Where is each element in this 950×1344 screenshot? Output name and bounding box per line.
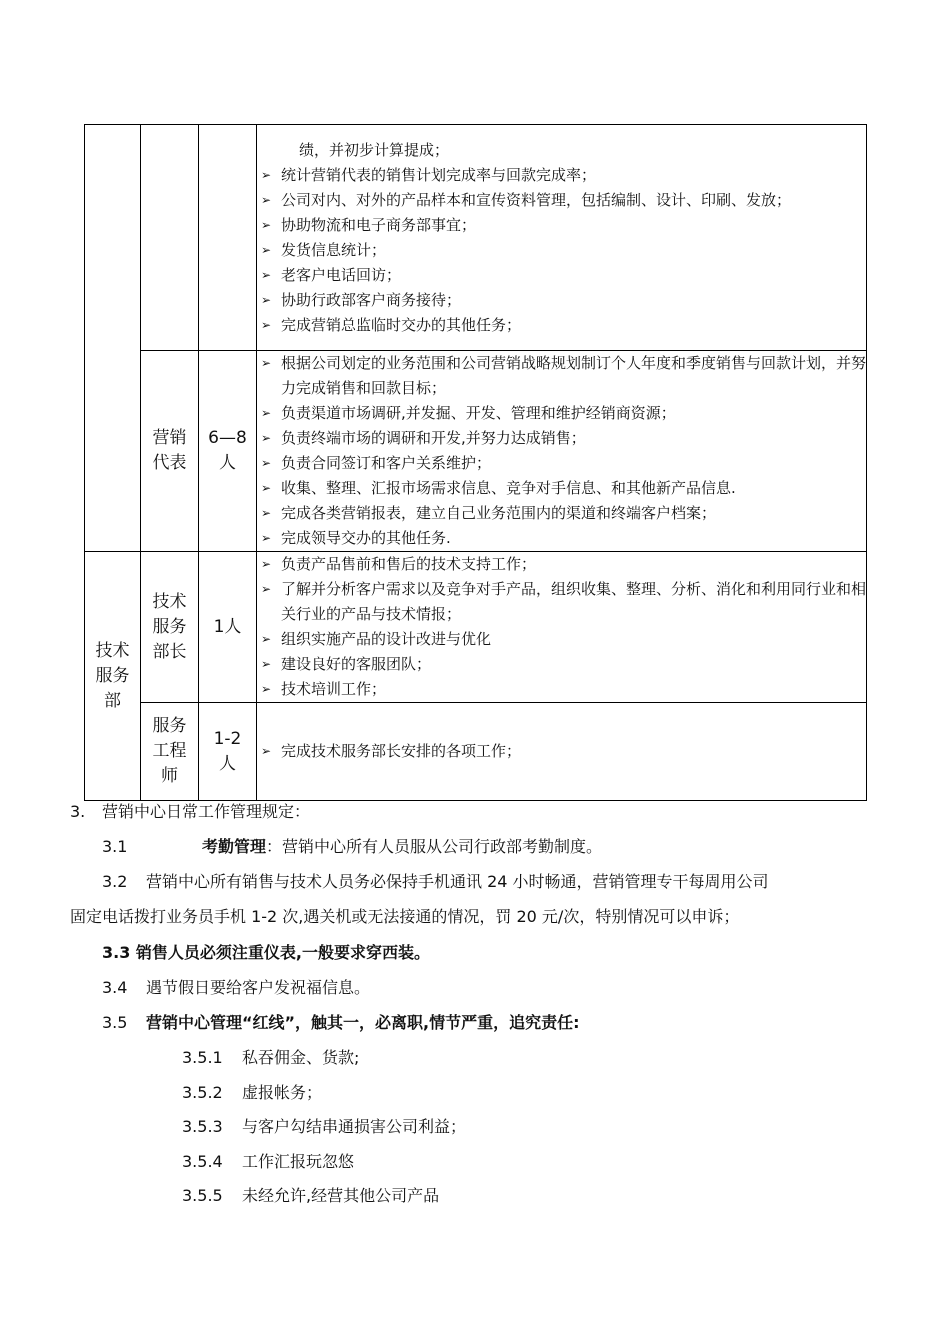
list-item: ➢ 负责渠道市场调研,并发掘、开发、管理和维护经销商资源； [257,401,866,426]
duty-list [257,163,866,338]
arrow-bullet-icon: ➢ [260,167,272,182]
duty-table [84,124,867,801]
rules-heading: 3. 营销中心日常工作管理规定： [70,802,311,821]
list-item: ➢ 统计营销代表的销售计划完成率与回款完成率； [257,163,866,188]
duty-continuation: 绩，并初步计算提成； [299,140,450,159]
list-item: 3.5.2 虚报帐务； [182,1083,323,1102]
list-item: ➢ 发货信息统计； [257,238,866,263]
arrow-bullet-icon: ➢ [260,582,272,596]
rule-3-5: 3.5 营销中心管理“红线”，触其一，必离职,情节严重，追究责任: [102,1013,580,1032]
arrow-bullet-icon: ➢ [260,431,272,445]
arrow-bullet-icon: ➢ [260,456,272,470]
dept-cell: 技术服务部 [85,552,141,801]
role-cell: 服务工程师 [141,703,199,801]
list-item: ➢ 了解并分析客户需求以及竞争对手产品，组织收集、整理、分析、消化和利用同行业和相关行业的产品与技术情报； [257,577,866,627]
list-item: ➢ 完成领导交办的其他任务. [257,526,866,551]
list-item: ➢ 公司对内、对外的产品样本和宣传资料管理，包括编制、设计、印刷、发放； [257,188,866,213]
list-item: ➢ 协助物流和电子商务部事宜； [257,213,866,238]
duty-list [257,351,866,551]
list-item: 3.5.5 未经允许,经营其他公司产品 [182,1186,440,1205]
arrow-bullet-icon: ➢ [260,267,272,282]
list-item: ➢ 技术培训工作； [257,677,866,702]
arrow-bullet-icon: ➢ [260,506,272,520]
arrow-bullet-icon: ➢ [260,192,272,207]
list-item: ➢ 组织实施产品的设计改进与优化 [257,627,866,652]
list-item: ➢ 负责终端市场的调研和开发,并努力达成销售； [257,426,866,451]
count-cell [199,125,257,351]
table-row [85,552,867,703]
arrow-bullet-icon: ➢ [260,217,272,232]
role-cell: 营销代表 [141,351,199,552]
list-item: ➢ 完成技术服务部长安排的各项工作； [257,739,866,764]
rule-label: 考勤管理 [202,837,267,856]
table-row [85,125,867,351]
rule-3-4: 3.4 遇节假日要给客户发祝福信息。 [102,978,371,997]
arrow-bullet-icon: ➢ [260,356,272,370]
duties-cell [257,703,867,801]
arrow-bullet-icon: ➢ [260,632,272,646]
list-item: 3.5.4 工作汇报玩忽悠 [182,1152,355,1171]
rule-3-1: 3.1 考勤管理：营销中心所有人员服从公司行政部考勤制度。 [102,837,603,856]
list-item: ➢ 负责合同签订和客户关系维护； [257,451,866,476]
count-cell: 1人 [199,552,257,703]
table-row [85,351,867,552]
list-item: ➢ 负责产品售前和售后的技术支持工作； [257,552,866,577]
list-item: ➢ 完成各类营销报表，建立自己业务范围内的渠道和终端客户档案； [257,501,866,526]
arrow-bullet-icon: ➢ [260,317,272,332]
list-item: 3.5.1 私吞佣金、货款; [182,1048,360,1067]
rule-3-2-line1: 3.2 营销中心所有销售与技术人员务必保持手机通讯 24 小时畅通，营销管理专干每周用公司 [102,872,769,891]
duties-cell [257,125,867,351]
arrow-bullet-icon: ➢ [260,406,272,420]
list-item: ➢ 根据公司划定的业务范围和公司营销战略规划制订个人年度和季度销售与回款计划，并努力完成销售和回款目标； [257,351,866,401]
list-item: ➢ 老客户电话回访； [257,263,866,288]
count-cell: 1-2人 [199,703,257,801]
role-cell [141,125,199,351]
rule-3-3: 3.3 销售人员必须注重仪表,一般要求穿西装。 [102,943,430,962]
rule-3-2-line2: 固定电话拨打业务员手机 1-2 次,遇关机或无法接通的情况，罚 20 元/次，特别情况可以申诉； [70,907,740,926]
arrow-bullet-icon: ➢ [260,292,272,307]
list-item: 3.5.3 与客户勾结串通损害公司利益； [182,1117,467,1136]
list-item: ➢ 收集、整理、汇报市场需求信息、竞争对手信息、和其他新产品信息. [257,476,866,501]
arrow-bullet-icon: ➢ [260,242,272,257]
role-cell: 技术服务部长 [141,552,199,703]
count-cell: 6—8人 [199,351,257,552]
duties-cell [257,351,867,552]
arrow-bullet-icon: ➢ [260,744,272,758]
list-item: ➢ 协助行政部客户商务接待； [257,288,866,313]
table-row [85,703,867,801]
arrow-bullet-icon: ➢ [260,557,272,571]
arrow-bullet-icon: ➢ [260,531,272,545]
duty-list [257,739,866,764]
arrow-bullet-icon: ➢ [260,682,272,696]
list-item: ➢ 完成营销总监临时交办的其他任务； [257,313,866,338]
list-item: ➢ 建设良好的客服团队； [257,652,866,677]
dept-cell [85,125,141,552]
duties-cell [257,552,867,703]
arrow-bullet-icon: ➢ [260,481,272,495]
arrow-bullet-icon: ➢ [260,657,272,671]
duty-list [257,552,866,702]
